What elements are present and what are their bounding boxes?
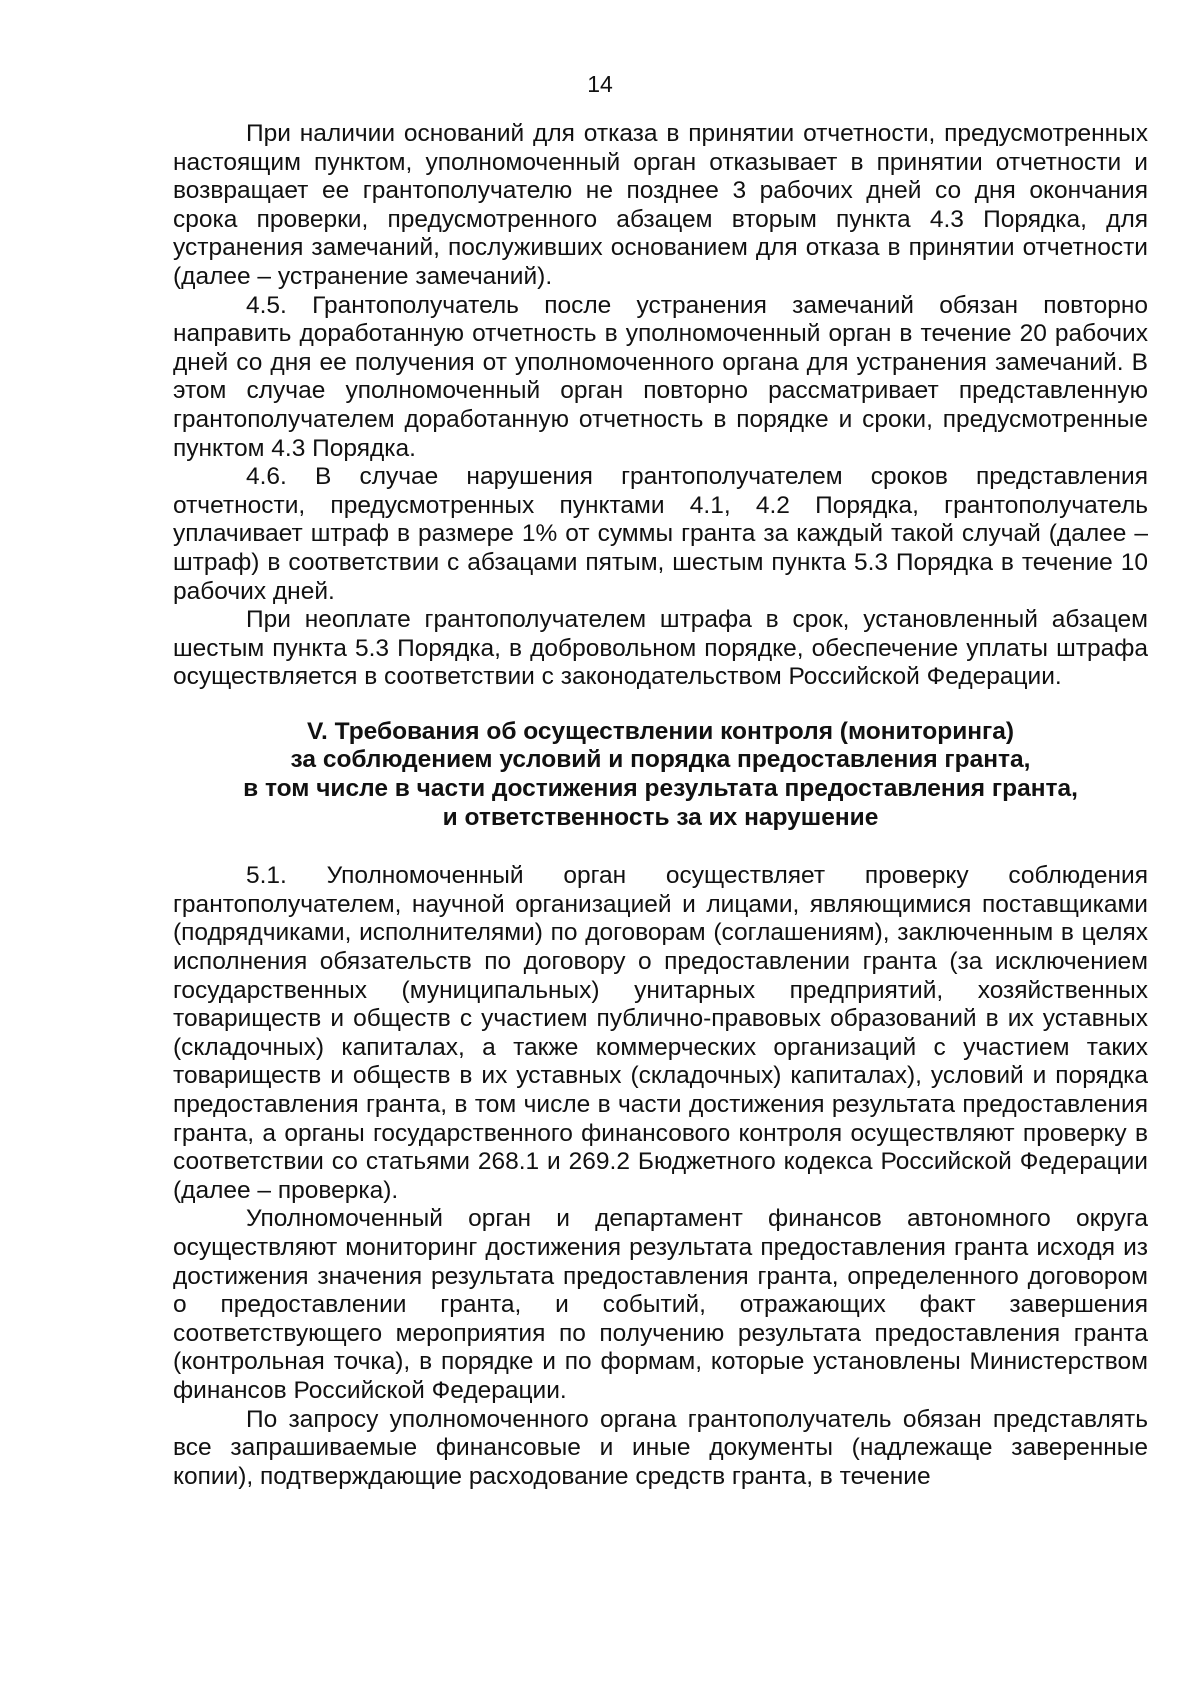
paragraph-documents-request: По запросу уполномоченного органа грантополучатель обязан представлять все запрашиваемые финансовые и иные документы (надлежаще заверенные копии), подтверждающие расходование средств гранта, в течение xyxy=(173,1405,1148,1490)
paragraph-penalty-nonpayment: При неоплате грантополучателем штрафа в срок, установленный абзацем шестым пункта 5.3 Порядка, в добровольном порядке, обеспечение уплаты штрафа осуществляется в соответствии с законодательством Российской Федерации. xyxy=(173,606,1148,691)
page-number: 14 xyxy=(587,71,613,97)
paragraph-4-6: 4.6. В случае нарушения грантополучателем сроков представления отчетности, предусмотренных пунктами 4.1, 4.2 Порядка, грантополучатель уплачивает штраф в размере 1% от суммы гранта за каждый такой случай (далее – штраф) в соответствии с абзацами пятым, шестым пункта 5.3 Порядка в течение 10 рабочих дней. xyxy=(173,463,1148,605)
paragraph-monitoring: Уполномоченный орган и департамент финансов автономного округа осуществляют мониторинг достижения результата предоставления гранта исходя из достижения значения результата предоставления гранта, определенного договором о предоставлении гранта, и событий, отражающих факт завершения соответствующего мероприятия по получению результата предоставления гранта (контрольная точка), в порядке и по формам, которые установлены Министерством финансов Российской Федерации. xyxy=(173,1205,1148,1404)
section-v-heading xyxy=(173,718,1148,832)
document-body xyxy=(173,120,1148,1491)
section-heading-line: V. Требования об осуществлении контроля (мониторинга) xyxy=(306,717,1015,745)
paragraph-5-1: 5.1. Уполномоченный орган осуществляет проверку соблюдения грантополучателем, научной организацией и лицами, являющимися поставщиками (подрядчиками, исполнителями) по договорам (соглашениям), заключенным в целях исполнения обязательств по договору о предоставлении гранта (за исключением государственных (муниципальных) унитарных предприятий, хозяйственных товариществ и обществ с участием публично-правовых образований в их уставных (складочных) капиталах, а также коммерческих организаций с участием таких товариществ и обществ в их уставных (складочных) капиталах), условий и порядка предоставления гранта, в том числе в части достижения результата предоставления гранта, а органы государственного финансового контроля осуществляют проверку в соответствии со статьями 268.1 и 269.2 Бюджетного кодекса Российской Федерации (далее – проверка). xyxy=(173,862,1148,1204)
paragraph-4-5: 4.5. Грантополучатель после устранения замечаний обязан повторно направить доработанную отчетность в уполномоченный орган в течение 20 рабочих дней со дня ее получения от уполномоченного органа для устранения замечаний. В этом случае уполномоченный орган повторно рассматривает представленную грантополучателем доработанную отчетность в порядке и сроки, предусмотренные пунктом 4.3 Порядка. xyxy=(173,291,1148,462)
section-heading-line: в том числе в части достижения результата предоставления гранта, xyxy=(243,775,1078,803)
section-heading-line: за соблюдением условий и порядка предоставления гранта, xyxy=(290,746,1031,774)
section-heading-line: и ответственность за их нарушение xyxy=(442,803,879,831)
paragraph-refusal-grounds: При наличии оснований для отказа в принятии отчетности, предусмотренных настоящим пунктом, уполномоченный орган отказывает в принятии отчетности и возвращает ее грантополучателю не позднее 3 рабочих дней со дня окончания срока проверки, предусмотренного абзацем вторым пункта 4.3 Порядка, для устранения замечаний, послуживших основанием для отказа в принятии отчетности (далее – устранение замечаний). xyxy=(173,120,1148,290)
